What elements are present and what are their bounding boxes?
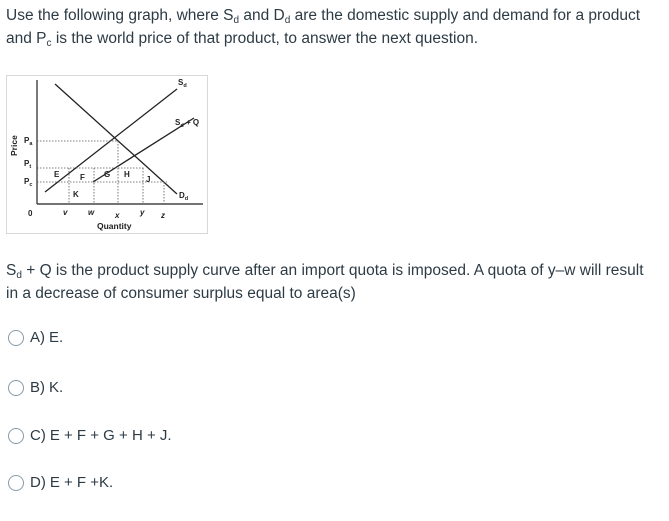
option-letter: D) xyxy=(30,474,46,491)
qty-label-v: v xyxy=(63,208,68,217)
sdq-curve-label: $S_d + Q$ xyxy=(175,118,200,129)
option-text: E + F + G + H + J. xyxy=(49,427,172,444)
radio-button[interactable] xyxy=(8,428,24,444)
qty-label-y: y xyxy=(140,208,145,217)
answer-option-c[interactable] xyxy=(8,427,172,444)
demand-curve xyxy=(55,84,177,194)
option-letter: B) xyxy=(30,379,45,396)
area-label-j: J xyxy=(146,175,151,184)
answer-option-a[interactable] xyxy=(8,329,63,346)
pc-label: $P_c$ xyxy=(24,177,33,188)
qty-label-z: z xyxy=(161,211,165,220)
pa-label: $P_a$ xyxy=(24,136,33,147)
area-label-g: G xyxy=(104,170,111,179)
option-text: E. xyxy=(49,329,64,346)
radio-button[interactable] xyxy=(8,380,24,396)
area-label-e: E xyxy=(54,170,60,179)
option-text: E + F +K. xyxy=(49,474,114,491)
option-letter: C) xyxy=(30,427,46,444)
radio-button[interactable] xyxy=(8,330,24,346)
pt-label: $P_t$ xyxy=(24,159,32,170)
y-axis-title: Price xyxy=(9,135,19,156)
origin-label: 0 xyxy=(28,209,33,218)
sd-curve-label: $S_d$ xyxy=(178,78,187,89)
area-label-k: K xyxy=(73,190,79,199)
radio-button[interactable] xyxy=(8,475,24,491)
area-label-f: F xyxy=(80,173,85,182)
answer-option-d[interactable] xyxy=(8,474,113,491)
answer-option-b[interactable] xyxy=(8,379,63,396)
area-label-h: H xyxy=(124,170,130,179)
dd-curve-label: $D_d$ xyxy=(179,191,189,202)
option-letter: A) xyxy=(30,329,45,346)
question-prompt: $S_d + Q$ is the product supply curve after an import quota is imposed. A quota of y–w will result in a decrease of consumer surplus equal to area(s) xyxy=(6,262,644,302)
x-axis-title: Quantity xyxy=(97,221,132,231)
supply-demand-graph xyxy=(6,75,208,234)
qty-label-x: x xyxy=(115,211,120,220)
qty-label-w: w xyxy=(88,208,95,217)
option-text: K. xyxy=(49,379,64,396)
question-intro: Use the following graph, where $S_d$ and $D_d$ are the domestic supply and demand for a product and $P_c$ is the world price of that product, to answer the next question. xyxy=(6,7,641,49)
